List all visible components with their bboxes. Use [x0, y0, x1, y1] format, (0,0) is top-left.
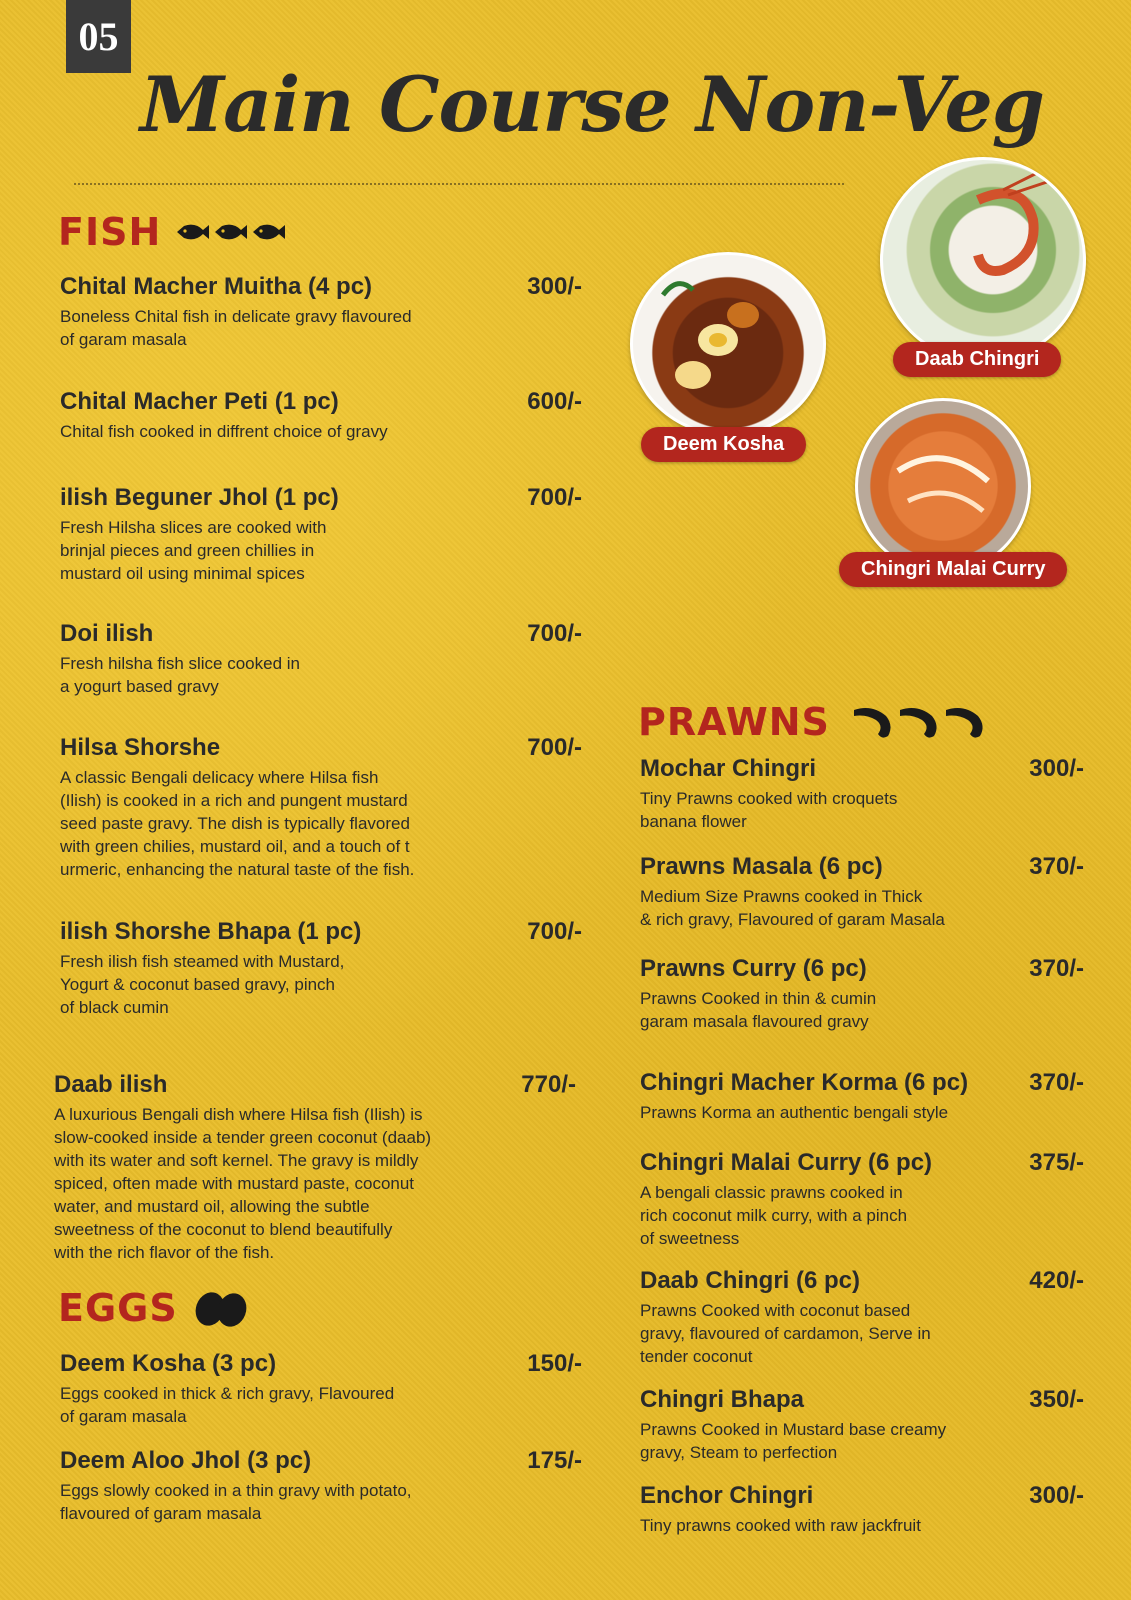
item-description: Tiny Prawns cooked with croquets banana flower [640, 789, 898, 831]
item-name: Deem Kosha (3 pc) [60, 1350, 277, 1377]
item-name: Chingri Bhapa [640, 1386, 805, 1413]
item-description: Prawns Cooked with coconut based gravy, flavoured of cardamon, Serve in tender coconut [640, 1301, 931, 1366]
menu-item [54, 1071, 576, 1264]
item-price: 370/- [1029, 1069, 1084, 1096]
item-name: Daab Chingri (6 pc) [640, 1267, 861, 1294]
eggs-section-heading [58, 1286, 250, 1330]
photo-label: Deem Kosha [641, 427, 806, 462]
item-name: Prawns Curry (6 pc) [640, 955, 867, 982]
item-description: A luxurious Bengali dish where Hilsa fish (Ilish) is slow-cooked inside a tender green coconut (daab) with its water and soft kernel. The gravy is mildly spiced, often made with mustard paste, coconut water, and mustard oil, allowing the subtle sweetness of the coconut to blend beautifully with the rich flavor of the fish. [54, 1105, 432, 1262]
item-name: Deem Aloo Jhol (3 pc) [60, 1447, 312, 1474]
photo-label: Chingri Malai Curry [839, 552, 1067, 587]
menu-item [60, 1447, 582, 1525]
menu-item [60, 620, 582, 698]
item-name: Chingri Malai Curry (6 pc) [640, 1149, 933, 1176]
malai-curry-image [858, 401, 1028, 571]
item-name: ilish Beguner Jhol (1 pc) [60, 484, 339, 511]
menu-item [60, 388, 582, 443]
item-price: 770/- [521, 1071, 576, 1098]
item-price: 300/- [1029, 1482, 1084, 1509]
item-price: 150/- [527, 1350, 582, 1377]
item-name: Chingri Macher Korma (6 pc) [640, 1069, 969, 1096]
item-price: 370/- [1029, 955, 1084, 982]
item-price: 370/- [1029, 853, 1084, 880]
menu-item [60, 734, 582, 881]
item-description: Tiny prawns cooked with raw jackfruit [640, 1516, 921, 1535]
menu-item [60, 273, 582, 351]
item-price: 300/- [527, 273, 582, 300]
prawn-dish-image [883, 160, 1083, 360]
item-description: Chital fish cooked in diffrent choice of gravy [60, 422, 388, 441]
menu-item [60, 918, 582, 1019]
item-description: Prawns Korma an authentic bengali style [640, 1103, 949, 1122]
prawns-section-heading [638, 700, 992, 744]
item-description: A classic Bengali delicacy where Hilsa fish (Ilish) is cooked in a rich and pungent mustard seed paste gravy. The dish is typically flavored with green chilies, mustard oil, and a touch of t urmeric, enhancing the natural taste of the fish. [60, 768, 415, 879]
item-name: Hilsa Shorshe [60, 734, 221, 761]
menu-item [640, 1069, 1084, 1124]
egg-curry-image [633, 255, 823, 433]
fish-section-heading [58, 210, 293, 254]
item-price: 350/- [1029, 1386, 1084, 1413]
item-name: Chital Macher Peti (1 pc) [60, 388, 339, 415]
eggs-heading: EGGS [58, 1286, 178, 1330]
menu-item [60, 484, 582, 585]
chingri-malai-curry-photo [855, 398, 1031, 574]
fish-heading: FISH [58, 210, 162, 254]
item-description: Prawns Cooked in Mustard base creamy gravy, Steam to perfection [640, 1420, 947, 1462]
menu-item [640, 1386, 1084, 1464]
item-description: Fresh Hilsha slices are cooked with brinjal pieces and green chillies in mustard oil using minimal spices [60, 518, 327, 583]
item-name: Daab ilish [54, 1071, 168, 1098]
menu-item [640, 1149, 1084, 1250]
item-description: Fresh hilsha fish slice cooked in a yogurt based gravy [60, 654, 301, 696]
page-number: 05 [66, 0, 131, 73]
item-price: 700/- [527, 734, 582, 761]
item-name: Prawns Masala (6 pc) [640, 853, 883, 880]
item-name: ilish Shorshe Bhapa (1 pc) [60, 918, 362, 945]
deem-kosha-photo [630, 252, 826, 436]
prawn-icon [852, 702, 992, 742]
item-description: Eggs slowly cooked in a thin gravy with potato, flavoured of garam masala [60, 1481, 412, 1523]
item-description: Prawns Cooked in thin & cumin garam masala flavoured gravy [640, 989, 877, 1031]
item-name: Mochar Chingri [640, 755, 817, 782]
menu-item [60, 1350, 582, 1428]
item-price: 300/- [1029, 755, 1084, 782]
item-description: Fresh ilish fish steamed with Mustard, Yogurt & coconut based gravy, pinch of black cumin [60, 952, 345, 1017]
menu-item [640, 955, 1084, 1033]
item-description: Eggs cooked in thick & rich gravy, Flavoured of garam masala [60, 1384, 395, 1426]
menu-item [640, 1267, 1084, 1368]
prawns-heading: PRAWNS [638, 700, 830, 744]
daab-chingri-photo [880, 157, 1086, 363]
item-description: A bengali classic prawns cooked in rich coconut milk curry, with a pinch of sweetness [640, 1183, 908, 1248]
item-price: 700/- [527, 484, 582, 511]
item-price: 420/- [1029, 1267, 1084, 1294]
page-title: Main Course Non-Veg [140, 60, 1044, 149]
fish-icon [175, 220, 293, 244]
item-name: Enchor Chingri [640, 1482, 814, 1509]
item-price: 175/- [527, 1447, 582, 1474]
item-price: 700/- [527, 918, 582, 945]
title-divider [74, 183, 844, 185]
item-description: Boneless Chital fish in delicate gravy flavoured of garam masala [60, 307, 412, 349]
menu-item [640, 755, 1084, 833]
photo-label: Daab Chingri [893, 342, 1061, 377]
item-name: Chital Macher Muitha (4 pc) [60, 273, 373, 300]
item-price: 700/- [527, 620, 582, 647]
menu-item [640, 1482, 1084, 1537]
item-description: Medium Size Prawns cooked in Thick & rich gravy, Flavoured of garam Masala [640, 887, 945, 929]
item-price: 375/- [1029, 1149, 1084, 1176]
item-name: Doi ilish [60, 620, 154, 647]
menu-item [640, 853, 1084, 931]
egg-icon [192, 1288, 250, 1328]
item-price: 600/- [527, 388, 582, 415]
